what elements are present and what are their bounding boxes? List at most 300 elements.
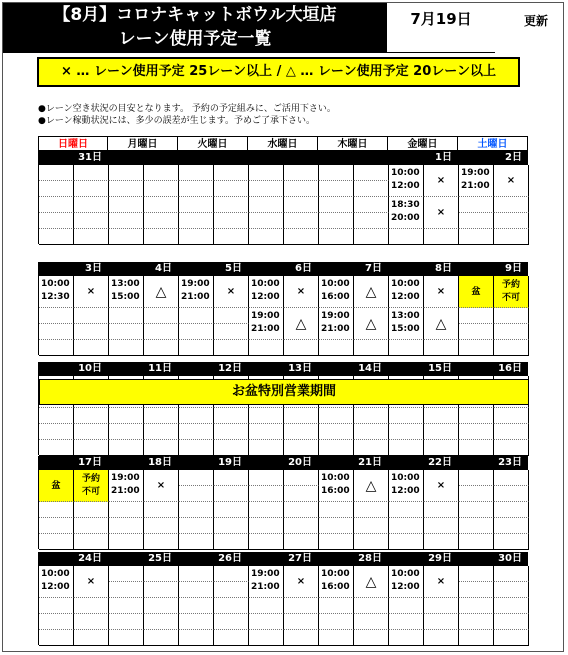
slot-cell bbox=[284, 470, 319, 486]
slot-cell bbox=[39, 630, 74, 646]
slot-cell bbox=[179, 165, 214, 181]
slot-cell bbox=[459, 614, 494, 630]
slot-cell bbox=[109, 197, 144, 213]
cross-mark: × bbox=[74, 276, 109, 308]
slot-cell bbox=[494, 213, 529, 229]
slot-cell bbox=[354, 213, 389, 229]
slot-cell bbox=[284, 424, 319, 440]
date-bar bbox=[38, 552, 528, 565]
time-range: 10:00 12:00 bbox=[39, 566, 74, 598]
slot-cell bbox=[389, 502, 424, 518]
slot-cell bbox=[459, 534, 494, 550]
date-label: 6日 bbox=[295, 263, 312, 274]
slot-cell bbox=[284, 197, 319, 213]
slot-cell bbox=[179, 598, 214, 614]
triangle-mark: △ bbox=[354, 470, 389, 502]
slot-cell bbox=[389, 408, 424, 424]
slot-cell bbox=[109, 181, 144, 197]
slot-cell bbox=[74, 197, 109, 213]
date-label: 10日 bbox=[78, 363, 102, 374]
time-range: 10:00 16:00 bbox=[319, 470, 354, 502]
slot-cell bbox=[144, 197, 179, 213]
time-range: 13:00 15:00 bbox=[109, 276, 144, 308]
slot-cell bbox=[249, 213, 284, 229]
slot-cell bbox=[424, 408, 459, 424]
slot-cell bbox=[144, 408, 179, 424]
slot-cell bbox=[249, 197, 284, 213]
slot-cell bbox=[179, 566, 214, 582]
slot-cell bbox=[74, 213, 109, 229]
slot-cell bbox=[284, 408, 319, 424]
slot-cell bbox=[389, 614, 424, 630]
slot-cell bbox=[74, 229, 109, 245]
slot-cell bbox=[109, 324, 144, 340]
slot-cell bbox=[354, 502, 389, 518]
week-grid bbox=[38, 565, 528, 645]
time-range: 10:00 12:00 bbox=[389, 470, 424, 502]
slot-cell bbox=[459, 582, 494, 598]
slot-cell bbox=[354, 424, 389, 440]
slot-cell bbox=[39, 324, 74, 340]
date-label: 13日 bbox=[288, 363, 312, 374]
reservation-closed-cell: 予約 不可 bbox=[74, 470, 109, 502]
weekday-header: 木曜日 bbox=[318, 136, 388, 151]
time-range: 19:00 21:00 bbox=[459, 165, 494, 197]
slot-cell bbox=[319, 213, 354, 229]
slot-cell bbox=[39, 340, 74, 356]
date-label: 25日 bbox=[148, 553, 172, 564]
slot-cell bbox=[144, 308, 179, 324]
slot-cell bbox=[214, 213, 249, 229]
slot-cell bbox=[109, 440, 144, 456]
cross-mark: × bbox=[424, 276, 459, 308]
slot-cell bbox=[249, 440, 284, 456]
slot-cell bbox=[249, 598, 284, 614]
weekday-header: 金曜日 bbox=[388, 136, 458, 151]
time-range: 18:30 20:00 bbox=[389, 197, 424, 229]
title-line1: 【8月】コロナキャットボウル大垣店 bbox=[53, 5, 337, 25]
weekday-header: 水曜日 bbox=[248, 136, 318, 151]
triangle-mark: △ bbox=[354, 276, 389, 308]
slot-cell bbox=[459, 408, 494, 424]
slot-cell bbox=[179, 424, 214, 440]
date-label: 11日 bbox=[148, 363, 172, 374]
slot-cell bbox=[284, 486, 319, 502]
slot-cell bbox=[249, 408, 284, 424]
slot-cell bbox=[284, 181, 319, 197]
slot-cell bbox=[39, 213, 74, 229]
bon-cell: 盆 bbox=[39, 470, 74, 502]
slot-cell bbox=[389, 440, 424, 456]
slot-cell bbox=[144, 614, 179, 630]
date-label: 1日 bbox=[435, 152, 452, 163]
notes bbox=[38, 103, 336, 127]
date-label: 17日 bbox=[78, 457, 102, 468]
date-label: 3日 bbox=[85, 263, 102, 274]
slot-cell bbox=[74, 614, 109, 630]
slot-cell bbox=[249, 518, 284, 534]
slot-cell bbox=[459, 486, 494, 502]
slot-cell bbox=[109, 582, 144, 598]
cross-mark: × bbox=[214, 276, 249, 308]
date-label: 15日 bbox=[428, 363, 452, 374]
slot-cell bbox=[459, 324, 494, 340]
slot-cell bbox=[494, 614, 529, 630]
legend-box: × … レーン使用予定 25レーン以上 / △ … レーン使用予定 20レーン以上 bbox=[37, 57, 520, 87]
slot-cell bbox=[389, 598, 424, 614]
date-label: 30日 bbox=[498, 553, 522, 564]
slot-cell bbox=[109, 518, 144, 534]
slot-cell bbox=[354, 197, 389, 213]
slot-cell bbox=[109, 308, 144, 324]
weekday-header: 月曜日 bbox=[108, 136, 178, 151]
slot-cell bbox=[179, 502, 214, 518]
page-title bbox=[3, 3, 387, 53]
note-1: ●レーン空き状況の目安となります。 予約の予定組みに、ご活用下さい。 bbox=[38, 104, 336, 114]
slot-cell bbox=[214, 424, 249, 440]
slot-cell bbox=[144, 502, 179, 518]
slot-cell bbox=[74, 408, 109, 424]
slot-cell bbox=[354, 340, 389, 356]
slot-cell bbox=[319, 197, 354, 213]
slot-cell bbox=[214, 534, 249, 550]
cross-mark: × bbox=[424, 470, 459, 502]
slot-cell bbox=[459, 424, 494, 440]
slot-cell bbox=[144, 165, 179, 181]
week-grid bbox=[38, 375, 528, 455]
slot-cell bbox=[109, 630, 144, 646]
slot-cell bbox=[179, 340, 214, 356]
slot-cell bbox=[214, 440, 249, 456]
slot-cell bbox=[249, 630, 284, 646]
slot-cell bbox=[39, 440, 74, 456]
slot-cell bbox=[179, 440, 214, 456]
slot-cell bbox=[179, 518, 214, 534]
slot-cell bbox=[74, 324, 109, 340]
slot-cell bbox=[319, 424, 354, 440]
time-range: 10:00 12:00 bbox=[389, 566, 424, 598]
slot-cell bbox=[389, 518, 424, 534]
slot-cell bbox=[249, 424, 284, 440]
slot-cell bbox=[214, 598, 249, 614]
title-line2: レーン使用予定一覧 bbox=[118, 29, 272, 49]
slot-cell bbox=[354, 518, 389, 534]
slot-cell bbox=[214, 308, 249, 324]
date-label: 4日 bbox=[155, 263, 172, 274]
date-label: 2日 bbox=[505, 152, 522, 163]
slot-cell bbox=[284, 518, 319, 534]
slot-cell bbox=[109, 229, 144, 245]
cross-mark: × bbox=[284, 276, 319, 308]
slot-cell bbox=[249, 181, 284, 197]
slot-cell bbox=[319, 408, 354, 424]
slot-cell bbox=[109, 534, 144, 550]
slot-cell bbox=[214, 502, 249, 518]
triangle-mark: △ bbox=[354, 566, 389, 598]
slot-cell bbox=[179, 614, 214, 630]
slot-cell bbox=[179, 582, 214, 598]
slot-cell bbox=[74, 630, 109, 646]
slot-cell bbox=[459, 197, 494, 213]
triangle-mark: △ bbox=[284, 308, 319, 340]
slot-cell bbox=[74, 340, 109, 356]
slot-cell bbox=[109, 408, 144, 424]
time-range: 10:00 12:00 bbox=[389, 165, 424, 197]
slot-cell bbox=[319, 630, 354, 646]
slot-cell bbox=[249, 340, 284, 356]
note-2: ●レーン稼動状況には、多少の誤差が生じます。予めご了承下さい。 bbox=[38, 116, 315, 126]
time-range: 10:00 12:00 bbox=[249, 276, 284, 308]
slot-cell bbox=[494, 440, 529, 456]
time-range: 10:00 12:30 bbox=[39, 276, 74, 308]
slot-cell bbox=[354, 614, 389, 630]
slot-cell bbox=[284, 165, 319, 181]
date-label: 9日 bbox=[505, 263, 522, 274]
slot-cell bbox=[354, 181, 389, 197]
date-label: 5日 bbox=[225, 263, 242, 274]
date-label: 23日 bbox=[498, 457, 522, 468]
slot-cell bbox=[39, 165, 74, 181]
slot-cell bbox=[494, 518, 529, 534]
slot-cell bbox=[284, 630, 319, 646]
slot-cell bbox=[179, 308, 214, 324]
slot-cell bbox=[354, 598, 389, 614]
slot-cell bbox=[494, 598, 529, 614]
slot-cell bbox=[74, 440, 109, 456]
slot-cell bbox=[389, 340, 424, 356]
slot-cell bbox=[319, 518, 354, 534]
slot-cell bbox=[179, 229, 214, 245]
date-label: 19日 bbox=[218, 457, 242, 468]
date-label: 18日 bbox=[148, 457, 172, 468]
date-label: 7日 bbox=[365, 263, 382, 274]
slot-cell bbox=[214, 229, 249, 245]
slot-cell bbox=[214, 165, 249, 181]
slot-cell bbox=[144, 566, 179, 582]
slot-cell bbox=[389, 229, 424, 245]
date-label: 14日 bbox=[358, 363, 382, 374]
slot-cell bbox=[179, 197, 214, 213]
cross-mark: × bbox=[284, 566, 319, 598]
date-bar bbox=[38, 456, 528, 469]
slot-cell bbox=[319, 440, 354, 456]
date-label: 16日 bbox=[498, 363, 522, 374]
date-label: 31日 bbox=[78, 152, 102, 163]
week-grid bbox=[38, 275, 528, 355]
slot-cell bbox=[109, 213, 144, 229]
time-range: 19:00 21:00 bbox=[109, 470, 144, 502]
cross-mark: × bbox=[74, 566, 109, 598]
weekday-header: 土曜日 bbox=[458, 136, 528, 151]
slot-cell bbox=[319, 502, 354, 518]
slot-cell bbox=[319, 340, 354, 356]
slot-cell bbox=[424, 424, 459, 440]
slot-cell bbox=[459, 630, 494, 646]
slot-cell bbox=[74, 502, 109, 518]
slot-cell bbox=[214, 340, 249, 356]
reservation-closed-cell: 予約 不可 bbox=[494, 276, 529, 308]
slot-cell bbox=[214, 408, 249, 424]
slot-cell bbox=[494, 424, 529, 440]
time-range: 10:00 16:00 bbox=[319, 276, 354, 308]
slot-cell bbox=[424, 598, 459, 614]
slot-cell bbox=[354, 440, 389, 456]
slot-cell bbox=[284, 598, 319, 614]
slot-cell bbox=[494, 566, 529, 582]
date-label: 8日 bbox=[435, 263, 452, 274]
slot-cell bbox=[284, 614, 319, 630]
slot-cell bbox=[494, 197, 529, 213]
slot-cell bbox=[494, 630, 529, 646]
cross-mark: × bbox=[144, 470, 179, 502]
slot-cell bbox=[214, 566, 249, 582]
slot-cell bbox=[39, 197, 74, 213]
slot-cell bbox=[74, 181, 109, 197]
date-bar bbox=[38, 262, 528, 275]
slot-cell bbox=[319, 614, 354, 630]
slot-cell bbox=[424, 614, 459, 630]
cross-mark: × bbox=[494, 165, 529, 197]
weekday-header: 日曜日 bbox=[38, 136, 108, 151]
slot-cell bbox=[144, 534, 179, 550]
slot-cell bbox=[179, 470, 214, 486]
slot-cell bbox=[389, 424, 424, 440]
date-label: 26日 bbox=[218, 553, 242, 564]
slot-cell bbox=[494, 340, 529, 356]
slot-cell bbox=[39, 518, 74, 534]
slot-cell bbox=[459, 440, 494, 456]
slot-cell bbox=[214, 181, 249, 197]
slot-cell bbox=[494, 582, 529, 598]
slot-cell bbox=[74, 424, 109, 440]
date-label: 12日 bbox=[218, 363, 242, 374]
slot-cell bbox=[39, 502, 74, 518]
date-bar bbox=[38, 362, 528, 375]
slot-cell bbox=[144, 630, 179, 646]
slot-cell bbox=[39, 424, 74, 440]
time-range: 10:00 12:00 bbox=[389, 276, 424, 308]
slot-cell bbox=[109, 340, 144, 356]
slot-cell bbox=[459, 470, 494, 486]
slot-cell bbox=[74, 165, 109, 181]
slot-cell bbox=[39, 408, 74, 424]
slot-cell bbox=[319, 181, 354, 197]
slot-cell bbox=[319, 534, 354, 550]
slot-cell bbox=[179, 630, 214, 646]
slot-cell bbox=[424, 440, 459, 456]
week-grid bbox=[38, 469, 528, 549]
slot-cell bbox=[39, 308, 74, 324]
slot-cell bbox=[284, 534, 319, 550]
slot-cell bbox=[144, 440, 179, 456]
triangle-mark: △ bbox=[424, 308, 459, 340]
triangle-mark: △ bbox=[354, 308, 389, 340]
slot-cell bbox=[144, 340, 179, 356]
slot-cell bbox=[109, 614, 144, 630]
date-label: 22日 bbox=[428, 457, 452, 468]
date-label: 24日 bbox=[78, 553, 102, 564]
slot-cell bbox=[319, 229, 354, 245]
slot-cell bbox=[354, 534, 389, 550]
date-label: 28日 bbox=[358, 553, 382, 564]
slot-cell bbox=[249, 502, 284, 518]
slot-cell bbox=[494, 470, 529, 486]
slot-cell bbox=[424, 229, 459, 245]
slot-cell bbox=[214, 324, 249, 340]
slot-cell bbox=[494, 486, 529, 502]
slot-cell bbox=[389, 630, 424, 646]
time-range: 10:00 16:00 bbox=[319, 566, 354, 598]
date-label: 29日 bbox=[428, 553, 452, 564]
date-label: 27日 bbox=[288, 553, 312, 564]
bon-cell: 盆 bbox=[459, 276, 494, 308]
slot-cell bbox=[494, 534, 529, 550]
slot-cell bbox=[74, 518, 109, 534]
slot-cell bbox=[249, 534, 284, 550]
slot-cell bbox=[74, 534, 109, 550]
slot-cell bbox=[39, 598, 74, 614]
slot-cell bbox=[144, 424, 179, 440]
slot-cell bbox=[284, 213, 319, 229]
slot-cell bbox=[284, 502, 319, 518]
slot-cell bbox=[144, 181, 179, 197]
slot-cell bbox=[249, 165, 284, 181]
slot-cell bbox=[39, 181, 74, 197]
slot-cell bbox=[424, 340, 459, 356]
slot-cell bbox=[354, 229, 389, 245]
date-label: 20日 bbox=[288, 457, 312, 468]
cross-mark: × bbox=[424, 165, 459, 197]
slot-cell bbox=[459, 502, 494, 518]
slot-cell bbox=[494, 408, 529, 424]
slot-cell bbox=[354, 165, 389, 181]
time-range: 19:00 21:00 bbox=[249, 566, 284, 598]
slot-cell bbox=[144, 213, 179, 229]
slot-cell bbox=[214, 614, 249, 630]
slot-cell bbox=[144, 229, 179, 245]
slot-cell bbox=[179, 324, 214, 340]
slot-cell bbox=[74, 598, 109, 614]
slot-cell bbox=[494, 324, 529, 340]
slot-cell bbox=[459, 213, 494, 229]
slot-cell bbox=[389, 534, 424, 550]
slot-cell bbox=[109, 424, 144, 440]
slot-cell bbox=[39, 534, 74, 550]
bon-period-banner: お盆特別営業期間 bbox=[39, 379, 529, 405]
slot-cell bbox=[249, 614, 284, 630]
slot-cell bbox=[424, 502, 459, 518]
slot-cell bbox=[74, 308, 109, 324]
weekday-header: 火曜日 bbox=[178, 136, 248, 151]
slot-cell bbox=[109, 165, 144, 181]
slot-cell bbox=[249, 229, 284, 245]
slot-cell bbox=[459, 518, 494, 534]
slot-cell bbox=[249, 470, 284, 486]
slot-cell bbox=[39, 614, 74, 630]
slot-cell bbox=[284, 340, 319, 356]
slot-cell bbox=[214, 630, 249, 646]
slot-cell bbox=[39, 229, 74, 245]
slot-cell bbox=[459, 229, 494, 245]
slot-cell bbox=[284, 440, 319, 456]
slot-cell bbox=[214, 197, 249, 213]
slot-cell bbox=[319, 165, 354, 181]
slot-cell bbox=[144, 518, 179, 534]
slot-cell bbox=[144, 324, 179, 340]
slot-cell bbox=[214, 486, 249, 502]
date-bar bbox=[38, 151, 528, 164]
slot-cell bbox=[319, 598, 354, 614]
